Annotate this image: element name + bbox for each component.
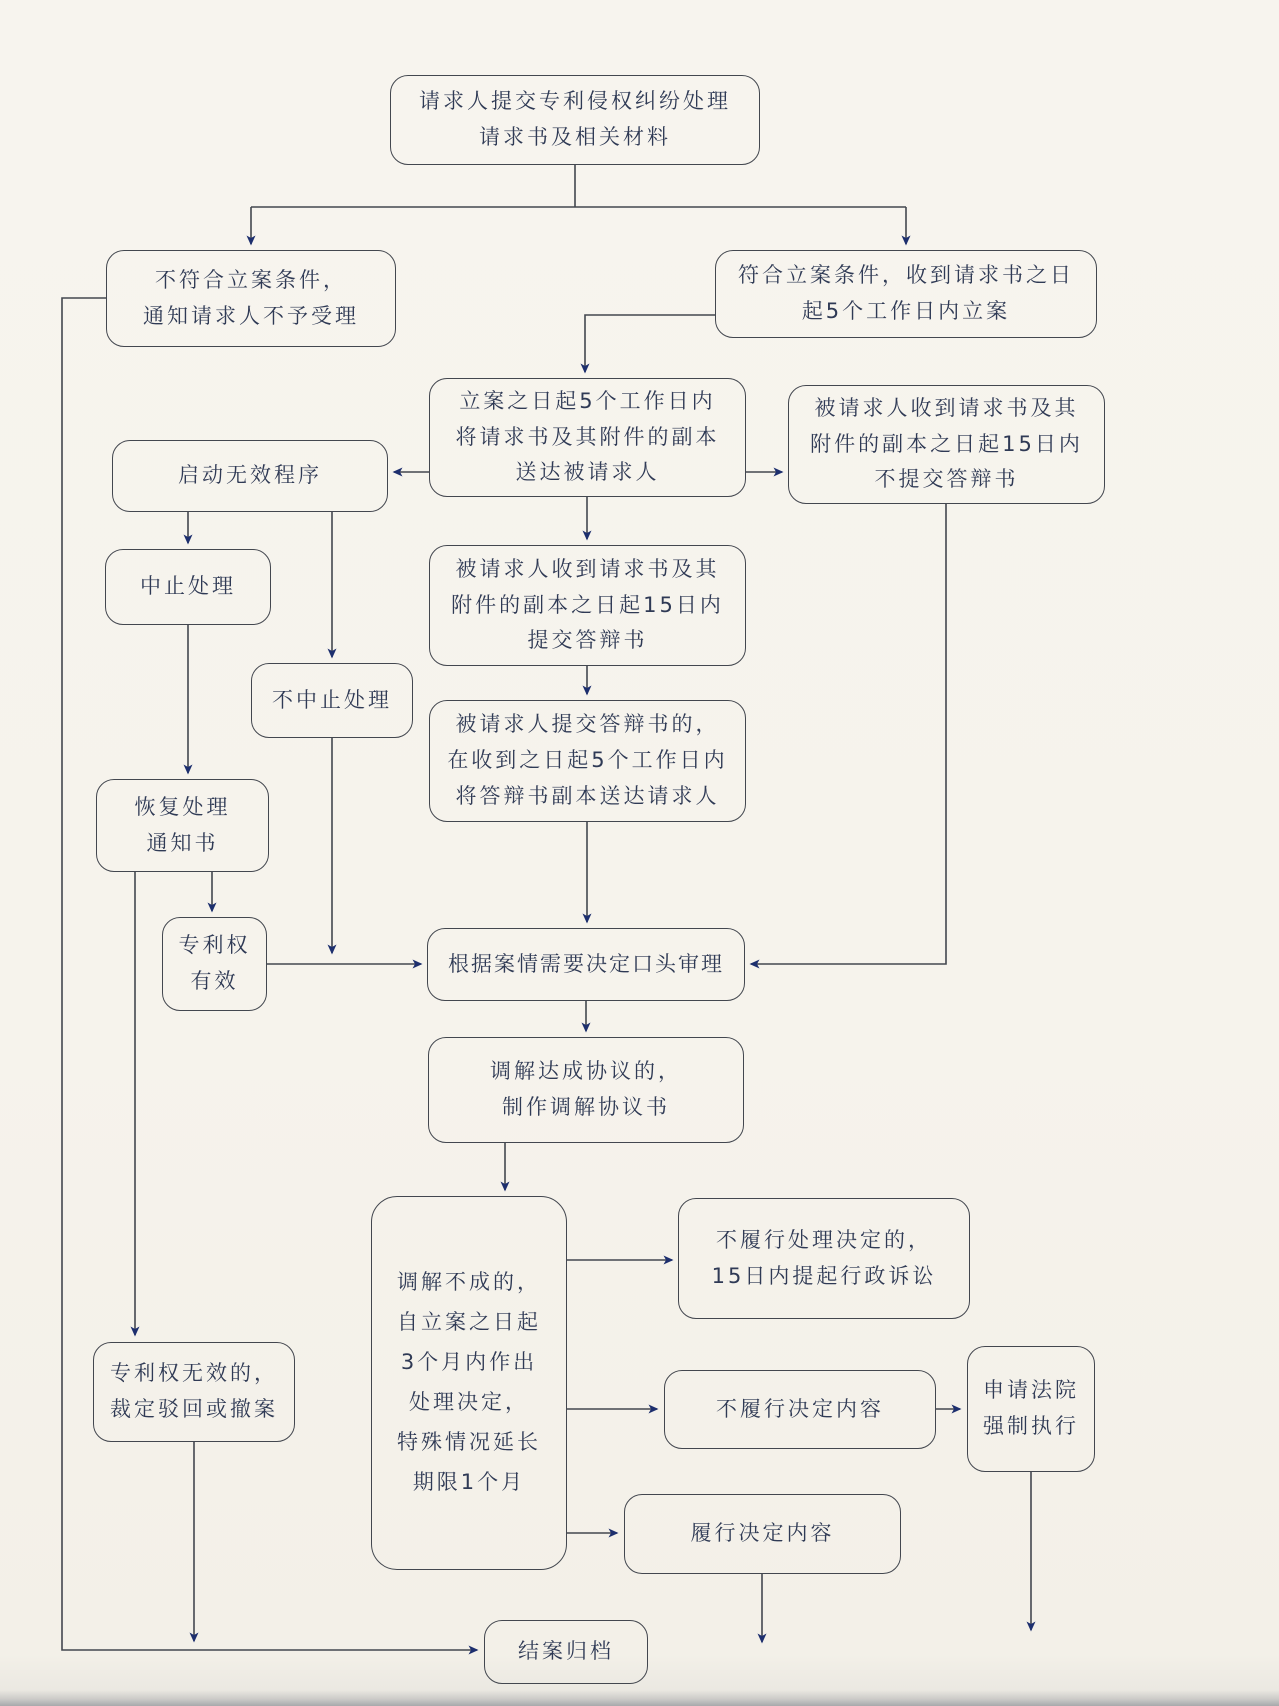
- page-bottom-scan-edge: [0, 1690, 1279, 1706]
- node-text-line: 恢复处理: [134, 794, 231, 819]
- node-text-line: 有效: [190, 969, 239, 993]
- node-submit-request: [390, 75, 760, 165]
- node-serve-defense-copy: [429, 700, 746, 822]
- node-text-line: 期限1个月: [412, 1469, 526, 1494]
- node-close-case: [484, 1620, 648, 1684]
- node-accepted: [715, 250, 1097, 338]
- node-text-line: 被请求人收到请求书及其: [455, 556, 720, 581]
- node-suspend: [105, 549, 271, 625]
- node-no-suspend: [251, 663, 413, 738]
- node-text-line: 根据案情需要决定口头审理: [448, 951, 724, 976]
- node-text-line: 符合立案条件，收到请求书之日: [738, 263, 1074, 288]
- node-text-line: 在收到之日起5个工作日内: [447, 748, 728, 773]
- node-not-fulfill-decision: [664, 1370, 936, 1449]
- node-text-line: 启动无效程序: [178, 463, 322, 488]
- node-text-line: 调解达成协议的，: [490, 1059, 682, 1084]
- node-patent-valid: [162, 917, 267, 1011]
- node-text-line: 送达被请求人: [515, 460, 660, 485]
- node-admin-lawsuit: [678, 1198, 970, 1319]
- node-text-line: 专利权无效的，: [110, 1361, 278, 1386]
- node-text-line: 将请求书及其附件的副本: [455, 424, 720, 449]
- node-text-line: 起5个工作日内立案: [801, 299, 1011, 323]
- edge-no-defense-to-oral: [751, 504, 946, 964]
- node-text-line: 请求人提交专利侵权纠纷处理: [419, 89, 731, 114]
- node-serve-copy: [429, 378, 746, 497]
- node-court-enforcement: [967, 1346, 1095, 1472]
- node-text-line: 立案之日起5个工作日内: [459, 388, 716, 413]
- node-text-line: 强制执行: [983, 1414, 1079, 1438]
- node-text-line: 申请法院: [983, 1378, 1079, 1403]
- node-text-line: 不履行决定内容: [716, 1396, 884, 1421]
- node-text-line: 15日内提起行政诉讼: [711, 1263, 937, 1288]
- node-invalidation-procedure: [112, 440, 388, 512]
- node-text-line: 自立案之日起: [397, 1310, 541, 1335]
- node-mediation-fail: [371, 1196, 567, 1570]
- node-text-line: 调解不成的，: [397, 1270, 541, 1295]
- node-text-line: 将答辩书副本送达请求人: [455, 783, 720, 808]
- node-text-line: 提交答辩书: [527, 628, 648, 653]
- node-text-line: 通知请求人不予受理: [143, 303, 359, 328]
- node-mediation-agreement: [428, 1037, 744, 1143]
- node-text-line: 不提交答辩书: [874, 467, 1019, 492]
- node-text-line: 履行决定内容: [690, 1521, 835, 1546]
- node-text-line: 特殊情况延长: [397, 1429, 541, 1454]
- node-not-accepted: [106, 250, 396, 347]
- edge-accepted-to-serve-copy: [585, 315, 715, 372]
- node-text-line: 不中止处理: [272, 687, 392, 712]
- node-resume-notice: [96, 779, 269, 872]
- node-text-line: 制作调解协议书: [502, 1095, 670, 1119]
- node-text-line: 附件的副本之日起15日内: [810, 431, 1083, 456]
- node-fulfill-decision: [624, 1494, 901, 1574]
- edge-submit-split: [251, 165, 906, 207]
- node-text-line: 不符合立案条件，: [155, 267, 347, 292]
- node-oral-hearing: [427, 928, 745, 1001]
- node-text-line: 被请求人提交答辩书的，: [455, 712, 720, 737]
- node-text-line: 结案归档: [518, 1639, 614, 1664]
- node-text-line: 裁定驳回或撤案: [110, 1397, 278, 1421]
- node-no-defense: [788, 385, 1105, 504]
- node-text-line: 3个月内作出: [400, 1350, 538, 1375]
- node-text-line: 附件的副本之日起15日内: [451, 592, 724, 617]
- node-patent-invalid: [93, 1342, 295, 1442]
- node-text-line: 中止处理: [140, 574, 236, 599]
- node-text-line: 专利权: [178, 933, 251, 958]
- node-text-line: 请求书及相关材料: [479, 125, 671, 149]
- node-text-line: 不履行处理决定的，: [716, 1227, 932, 1252]
- node-text-line: 被请求人收到请求书及其: [814, 395, 1079, 420]
- node-text-line: 通知书: [146, 830, 219, 855]
- node-text-line: 处理决定，: [409, 1390, 529, 1414]
- node-defense-submitted: [429, 545, 746, 666]
